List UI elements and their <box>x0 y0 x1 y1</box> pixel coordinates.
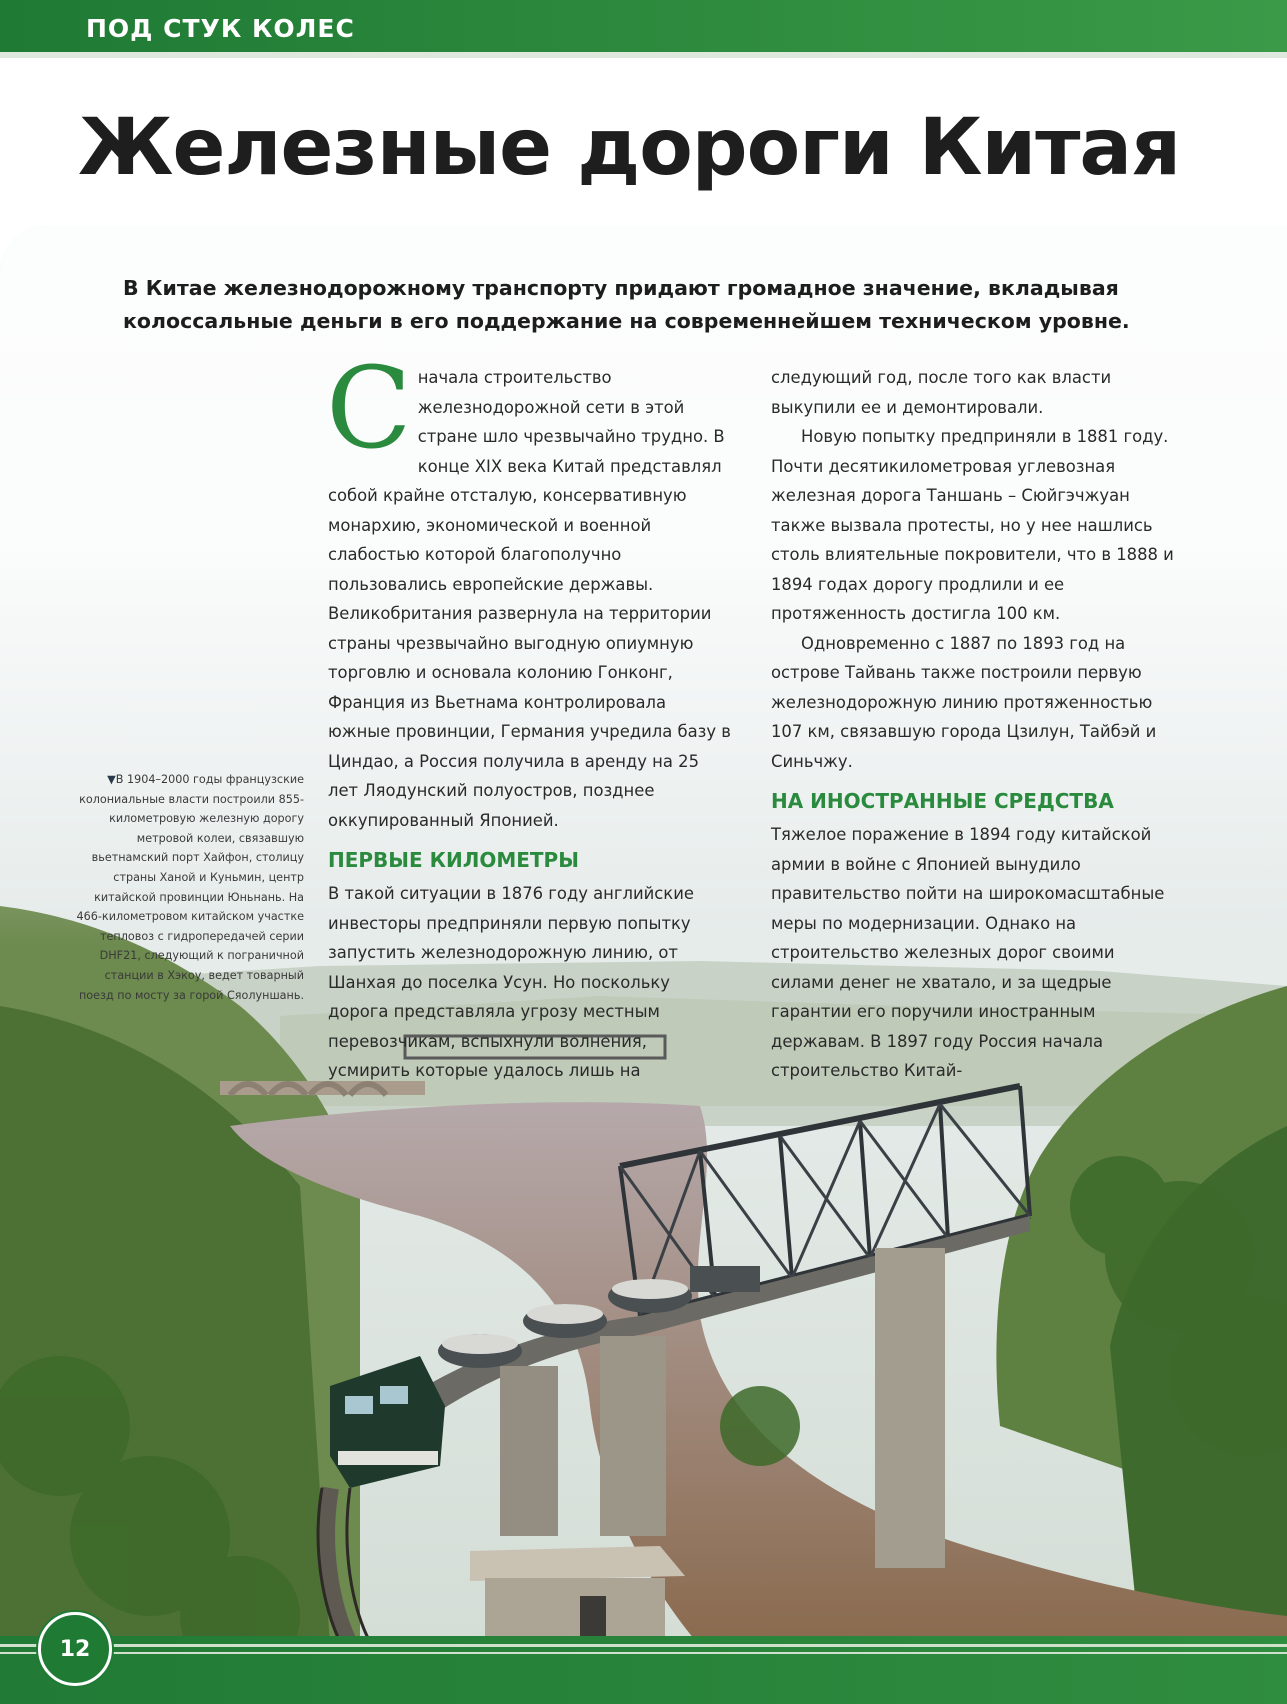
subheading-foreign-funds: НА ИНОСТРАННЫЕ СРЕДСТВА <box>771 789 1114 813</box>
text-column-right <box>771 363 1176 1086</box>
triangle-down-icon: ▼ <box>107 773 116 786</box>
caption-text: В 1904–2000 годы французские колониальные власти построили 855-километровую железную дорогу метровой колеи, связавшую вьетнамский порт Хайфон, столицу страны Ханой и Куньмин, центр китайской провинции Юньнань. На 466-километровом китайском участке тепловоз с гидропередачей серии DHF21, следующий к пограничной станции в Хэкоу, ведет товарный поезд по мосту за горой Сяолуншань. <box>76 773 304 1002</box>
section-label: ПОД СТУК КОЛЕС <box>86 14 355 43</box>
footer-line <box>0 1652 1287 1654</box>
header-band <box>0 0 1287 58</box>
paragraph-text: начала строительство железнодорожной сети в этой стране шло чрезвычайно трудно. В конце XIX века Китай представлял собой крайне отсталую, консервативную монархию, экономической и военной слабостью которой благополучно пользовались европейские державы. Великобритания развернула на территории страны чрезвычайно выгодную опиумную торговлю и основала колонию Гонконг, Франция из Вьетнама контролировала южные провинции, Германия учредила базу в Циндао, а Россия получила в аренду на 25 лет Ляодунский полуостров, позднее оккупированный Японией. <box>328 368 731 830</box>
paragraph: В такой ситуации в 1876 году английские инвесторы предприняли первую попытку запустить железнодорожную линию, от Шанхая до поселка Усун. Но поскольку дорога представляла угрозу местным перевозчикам, вспыхнули волнения, усмирить которые удалось лишь на <box>328 884 694 1080</box>
lead-paragraph: В Китае железнодорожному транспорту придают громадное значение, вкладывая колоссальные деньги в его поддержание на современнейшем техническом уровне. <box>123 276 1130 333</box>
page-title: Железные дороги Китая <box>78 103 1181 193</box>
paragraph: следующий год, после того как власти выкупили ее и демонтировали. <box>771 368 1112 417</box>
header-stripe <box>0 52 1287 58</box>
page-number: 12 <box>38 1612 112 1686</box>
paragraph: Тяжелое поражение в 1894 году китайской армии в войне с Японией вынудило правительство пойти на широкомасштабные меры по модернизации. Однако на строительство железных дорог своими силами денег не хватало, и за щедрые гарантии его поручили иностранным державам. В 1897 году Россия начала строительство Китай- <box>771 825 1165 1080</box>
paragraph <box>326 344 733 835</box>
photo-caption <box>72 770 304 1005</box>
paragraph: Одновременно с 1887 по 1893 год на острове Тайвань также построили первую железнодорожную линию протяженностью 107 км, связавшую города Цзилун, Тайбэй и Синьчжу. <box>771 633 1157 771</box>
text-column-left <box>326 344 733 1086</box>
drop-cap: С <box>326 344 412 474</box>
footer-band <box>0 1636 1287 1704</box>
paragraph: Новую попытку предприняли в 1881 году. Почти десятикилометровая углевозная железная дорога Таншань – Сюйгэчжуан также вызвала протесты, но у нее нашлись столь влиятельные покровители, что в 1888 и 1894 годах дорогу продлили и ее протяженность достигла 100 км. <box>771 427 1174 623</box>
footer-line <box>0 1644 1287 1647</box>
subheading-first-kilometers: ПЕРВЫЕ КИЛОМЕТРЫ <box>328 848 579 872</box>
